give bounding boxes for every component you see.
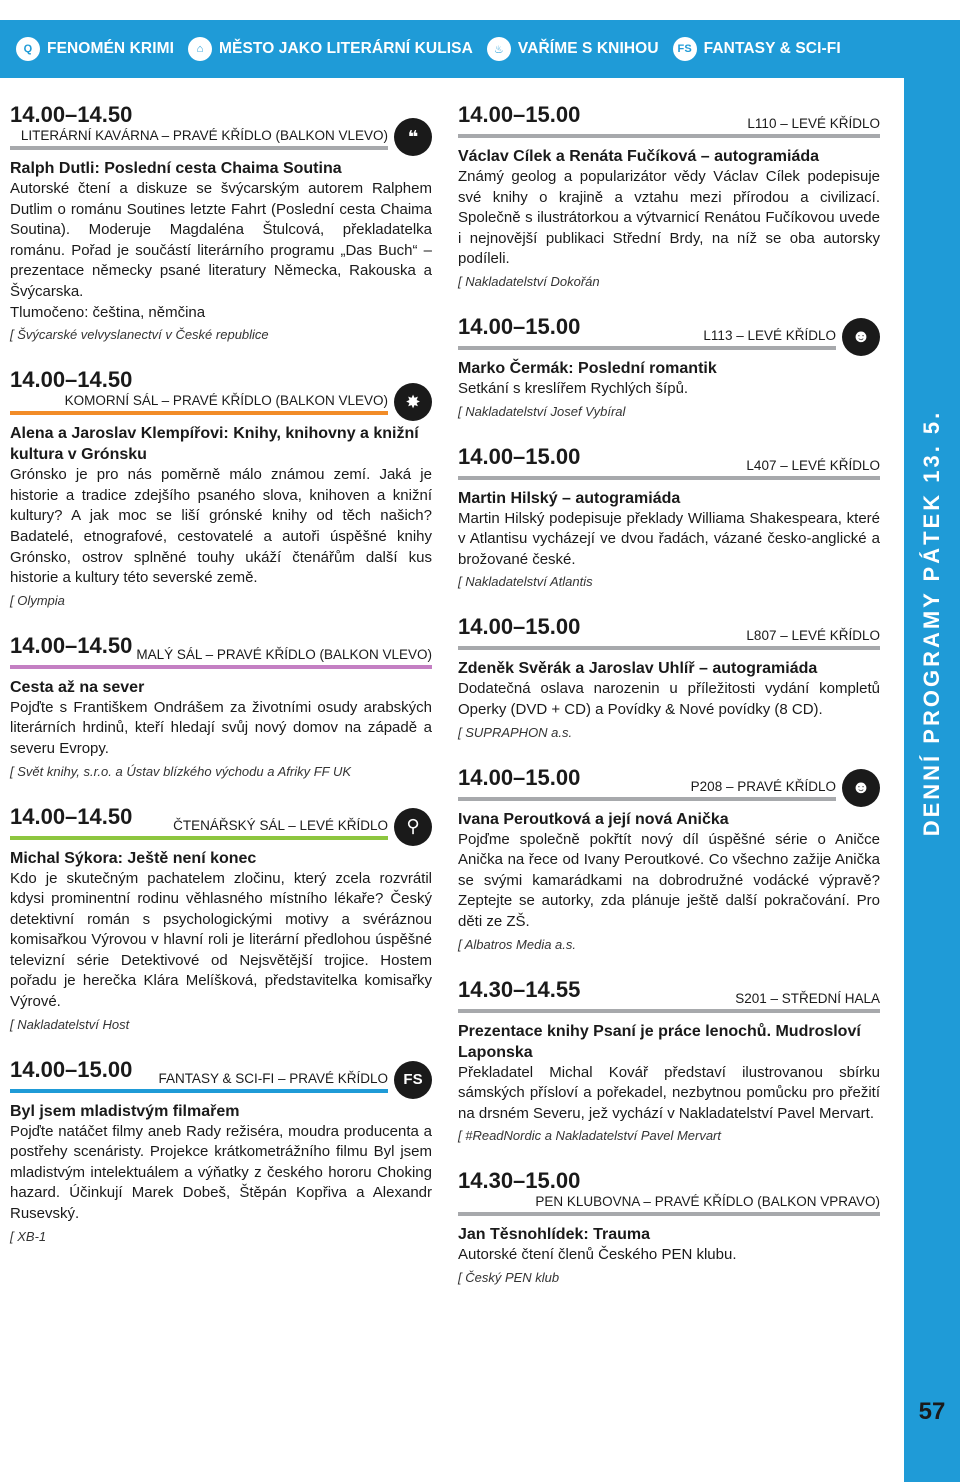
event-venue: MALÝ SÁL – PRAVÉ KŘÍDLO (BALKON VLEVO) [136,646,432,662]
category-nav-bar [0,20,960,78]
smiley-icon: ☻ [842,769,880,807]
organizer-name: [ #ReadNordic a Nakladatelství Pavel Mervart [458,1128,722,1144]
event-venue: L407 – LEVÉ KŘÍDLO [746,457,880,473]
event-card [10,1053,432,1247]
nav-item-label: VAŘÍME S KNIHOU [517,40,659,57]
event-card [458,98,880,292]
event-venue: L113 – LEVÉ KŘÍDLO [703,327,836,343]
event-venue: P208 – PRAVÉ KŘÍDLO [690,778,836,794]
event-venue: L807 – LEVÉ KŘÍDLO [746,628,880,644]
event-card [458,761,880,955]
event-divider [10,1089,388,1093]
event-venue: S201 – STŘEDNÍ HALA [735,990,880,1006]
event-organizer [10,762,432,782]
nav-item-mesto-literarni-kulisa[interactable] [188,37,473,61]
event-venue: ČTENÁŘSKÝ SÁL – LEVÉ KŘÍDLO [173,817,388,833]
event-divider [10,836,388,840]
organizer-name: [ Nakladatelství Host [10,1016,130,1032]
event-time: 14.00–14.50 [10,632,133,658]
event-time: 14.00–15.00 [458,443,581,469]
event-header [458,1164,880,1216]
event-card [10,98,432,345]
event-time: 14.00–15.00 [458,313,581,339]
event-time: 14.00–14.50 [10,367,133,393]
magnifier-icon: ⚲ [394,808,432,846]
event-organizer [10,325,432,345]
event-card [10,363,432,611]
event-card [458,1164,880,1288]
event-header [458,440,880,480]
event-venue: KOMORNÍ SÁL – PRAVÉ KŘÍDLO (BALKON VLEVO) [64,393,388,409]
event-header [458,310,880,350]
event-divider [458,1009,880,1013]
nav-item-label: MĚSTO JAKO LITERÁRNÍ KULISA [219,40,473,57]
event-header [10,800,432,840]
event-time: 14.00–15.00 [458,102,581,127]
fs-icon: FS [673,37,697,61]
event-organizer [458,1268,880,1288]
map-pin-icon: ⌂ [188,37,212,61]
speech-bubble-icon: ❝ [394,118,432,156]
right-column [458,98,880,1306]
nav-item-varime-s-knihou[interactable] [487,37,659,61]
nav-item-fantasy-scifi[interactable] [673,37,841,61]
event-venue: LITERÁRNÍ KAVÁRNA – PRAVÉ KŘÍDLO (BALKON VLEVO) [20,128,388,143]
event-header [10,98,432,150]
event-organizer [458,402,880,422]
event-time: 14.30–15.00 [458,1168,581,1194]
side-title: DENNÍ PROGRAMY PÁTEK 13. 5. [919,409,944,837]
event-title: Cesta až na sever [10,678,145,696]
event-card [458,610,880,742]
event-venue: PEN KLUBOVNA – PRAVÉ KŘÍDLO (BALKON VPRAVO) [535,1194,880,1210]
organizer-name: [ Svět knihy, s.r.o. a Ústav blízkého východu a Afriky FF UK [10,763,352,779]
organizer-name: [ Nakladatelství Josef Vybíral [458,403,626,419]
event-header [458,610,880,650]
event-organizer [458,572,880,592]
fs-icon: FS [394,1061,432,1099]
event-header [458,761,880,801]
event-title: Zdeněk Svěrák a Jaroslav Uhlíř – autogramiáda [458,660,818,678]
event-title: Ivana Peroutková a její nová Anička [458,810,729,828]
event-header [10,363,432,415]
event-divider [458,797,836,801]
left-column [10,98,432,1265]
event-title: Ralph Dutli: Poslední cesta Chaima Soutina [10,160,342,177]
event-title: Michal Sýkora: Ještě není konec [10,849,257,867]
event-time: 14.00–14.50 [10,803,133,829]
event-description: Pojďte natáčet filmy aneb Rady režiséra, moudra producenta a postřehy scenáristy. Projekce krátkometrážního filmu Byl jsem mladistvým intelektuálem a výňatky z českého hororu Choking hazard. Účinkují Marek Dobeš, Štěpán Kopřiva a Alexandr Rusevský. [10,1122,432,1223]
event-divider [458,646,880,650]
event-description: Grónsko je pro nás poměrně málo známou zemí. Jaká je historie a tradice zdejšího psaného slova, knihoven a knižní kultury? A jak moc se liší grónské knihy od těch našich? Badatelé, etnografové, cestovatelé a autoři úspěšné knihy Grónsko, ostrov splněné touhy ukáží čtenářům další kus historie a kultury této severské země. [10,466,432,587]
event-divider [458,134,880,138]
event-description: Překladatel Michal Kovář představí ilustrovanou sbírku sámských přísloví a pořekadel, nezbytnou pomůcku pro přežití na drsném Severu, jež vychází v Nakladatelství Pavel Mervart. [458,1063,880,1122]
side-band [904,78,960,1482]
organizer-name: [ Olympia [10,592,65,608]
organizer-name: [ Nakladatelství Atlantis [458,574,593,590]
event-time: 14.00–14.50 [10,102,133,127]
chef-hat-icon: ♨ [487,37,511,61]
event-organizer [458,1126,880,1146]
event-venue: L110 – LEVÉ KŘÍDLO [747,116,880,131]
event-card [458,440,880,593]
event-extra: Tlumočeno: čeština, němčina [10,303,206,321]
event-divider [10,146,388,150]
event-description: Dodatečná oslava narozenin u příležitosti vydání kompletů Operky (DVD + CD) a Povídky & Nové povídky (8 CD). [458,680,880,718]
event-time: 14.00–15.00 [10,1056,133,1082]
event-time: 14.00–15.00 [458,764,581,790]
magnifier-icon: Q [16,37,40,61]
event-title: Marko Čermák: Poslední romantik [458,359,717,377]
page-number: 57 [918,1398,946,1425]
event-divider [458,476,880,480]
event-divider [10,411,388,415]
event-card [458,310,880,422]
event-card [458,973,880,1147]
event-header [458,973,880,1013]
event-description: Známý geolog a popularizátor vědy Václav Cílek podepisuje své knihy o krajině a vztahu mezi přírodou a civilizací. Společně s ilustrátorkou a výtvarnicí Renátou Fučíkovou uvede i nejnovější publikaci Střední Brdy, na níž se oba autorsky podíleli. [458,168,880,268]
organizer-name: [ Švýcarské velvyslanectví v České republice [10,327,269,343]
event-divider [458,1212,880,1216]
nav-item-fenomen-krimi[interactable] [16,37,174,61]
event-card [10,629,432,782]
event-time: 14.00–15.00 [458,614,581,640]
event-title: Byl jsem mladistvým filmařem [10,1102,240,1120]
event-venue: FANTASY & SCI-FI – PRAVÉ KŘÍDLO [158,1070,388,1086]
event-header [10,1053,432,1093]
event-card [10,800,432,1035]
event-organizer [10,591,432,611]
event-organizer [10,1015,432,1035]
event-header [458,98,880,138]
smiley-icon: ☻ [842,318,880,356]
organizer-name: [ Český PEN klub [458,1269,560,1285]
event-organizer [458,272,880,292]
event-description: Autorské čtení a diskuze se švýcarským autorem Ralphem Dutlim o románu Soutines letzte Fahrt (Poslední cesta Chaima Soutina). Moderuje Magdaléna Štulcová, překladatelka románu. Pořad je součástí literárního programu „Das Buch“ – prezentace německy psané literatury Německa, Rakouska a Švýcarska. [10,180,432,300]
event-header [10,629,432,669]
event-description: Autorské čtení členů Českého PEN klubu. [458,1246,737,1264]
event-title: Václav Cílek a Renáta Fučíková – autogramiáda [458,148,820,165]
event-description: Pojďte s Františkem Ondrášem za životními osudy arabských literárních hrdinů, kteří hledají svůj nový domov na západě a severu Evropy. [10,698,432,757]
star-burst-icon: ✸ [394,383,432,421]
event-title: Martin Hilský – autogramiáda [458,489,681,507]
event-description: Martin Hilský podepisuje překlady Williama Shakespeara, které v Atlantisu vycházejí ve dvou řadách, vázané česko-anglické a brožované české. [458,509,880,568]
nav-item-label: FANTASY & SCI-FI [703,40,841,57]
event-time: 14.30–14.55 [458,976,581,1002]
organizer-name: [ XB-1 [10,1228,47,1244]
event-description: Kdo je skutečným pachatelem zločinu, který zcela rozvrátil kdysi prominentní rodinu věhlasného místního lékaře? Český detektivní román s psychologickými motivy a svéráznou komisařkou Výrovou v hlavní roli je literární předlohou úspěšné televizní série Detektivové od Nejsvětější trojice. Hostem pořadu je herečka Klára Melíšková, představitelka komisařky Výrové. [10,869,432,1011]
event-title: Alena a Jaroslav Klempířovi: Knihy, knihovny a knižní kultura v Grónsku [10,425,419,464]
organizer-name: [ SUPRAPHON a.s. [458,724,573,740]
event-divider [10,665,432,669]
event-title: Prezentace knihy Psaní je práce lenochů. Mudrosloví Laponska [458,1022,861,1061]
event-organizer [458,935,880,955]
nav-item-label: FENOMÉN KRIMI [47,40,175,57]
event-organizer [10,1227,432,1247]
event-description: Setkání s kreslířem Rychlých šípů. [458,379,689,397]
organizer-name: [ Nakladatelství Dokořán [458,273,600,289]
event-divider [458,346,836,350]
organizer-name: [ Albatros Media a.s. [458,936,577,952]
event-title: Jan Těsnohlídek: Trauma [458,1226,651,1244]
event-organizer [458,723,880,743]
event-description: Pojďme společně pokřtít nový díl úspěšné série o Aničce Anička na řece od Ivany Peroutkové. Co všechno zažije Anička se svými kamarádkami na dobrodružné vodácké výpravě? Zeptejte se autorky, zda plánuje ještě další pokračování. Pro děti ze ZŠ. [458,830,880,930]
